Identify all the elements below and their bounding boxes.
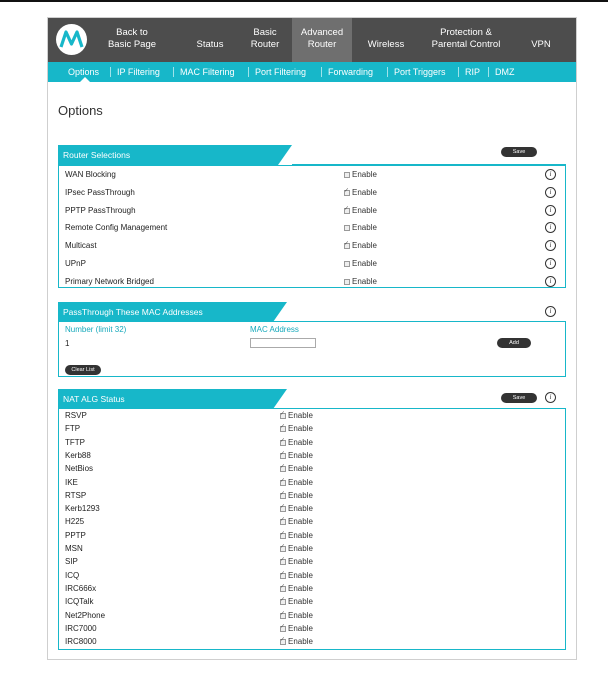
nat-alg-row-label: ICQTalk: [65, 597, 94, 607]
enable-label: Enable: [288, 477, 313, 487]
section-title: PassThrough These MAC Addresses: [58, 302, 273, 322]
nav-label-line1: [186, 27, 234, 39]
row-label: UPnP: [65, 259, 86, 268]
info-icon[interactable]: i: [545, 240, 556, 251]
nav-label-line2: Basic Page: [107, 39, 157, 50]
nat-alg-enable-checkbox[interactable]: [280, 440, 286, 446]
tab-divider: [488, 67, 489, 77]
enable-label: Enable: [288, 450, 313, 460]
tab-divider: [321, 67, 322, 77]
info-icon[interactable]: i: [545, 222, 556, 233]
tab-divider: [458, 67, 459, 77]
nat-alg-enable-checkbox[interactable]: [280, 426, 286, 432]
nat-alg-enable-checkbox[interactable]: [280, 573, 286, 579]
tab-divider: [110, 67, 111, 77]
nat-alg-row-label: Kerb88: [65, 450, 91, 460]
router-selections-save-button[interactable]: Save: [501, 147, 537, 157]
nav-label-line2: VPN: [531, 39, 551, 50]
nav-label-line2: Wireless: [367, 39, 405, 50]
nat-alg-row-label: PPTP: [65, 530, 86, 540]
section-title: NAT ALG Status: [58, 389, 273, 409]
enable-label: Enable: [288, 544, 313, 553]
enable-label: Enable: [288, 490, 313, 500]
nat-alg-row-label: H225: [65, 517, 85, 527]
enable-label: Enable: [352, 206, 377, 215]
nat-alg-row-label: RSVP: [65, 411, 87, 420]
nat-alg-enable-checkbox[interactable]: [280, 480, 286, 486]
nav-wireless[interactable]: [360, 18, 412, 62]
nat-alg-enable-checkbox[interactable]: [280, 559, 286, 565]
info-icon[interactable]: i: [545, 205, 556, 216]
mac-column-header: MAC Address: [250, 325, 299, 334]
page-title: Options: [58, 103, 103, 118]
enable-label: Enable: [288, 437, 313, 447]
tab-mac-filtering[interactable]: MAC Filtering: [180, 67, 235, 77]
nav-status[interactable]: [186, 18, 234, 62]
nat-alg-row-label: ICQ: [65, 570, 80, 580]
info-icon[interactable]: i: [545, 258, 556, 269]
info-icon[interactable]: i: [545, 187, 556, 198]
router-selections-section: [58, 165, 566, 288]
nat-alg-save-button[interactable]: Save: [501, 393, 537, 403]
main-navigation: [48, 18, 576, 62]
nat-alg-enable-checkbox[interactable]: [280, 626, 286, 632]
clear-list-button[interactable]: Clear List: [65, 365, 101, 375]
nat-alg-enable-checkbox[interactable]: [280, 546, 286, 552]
nat-alg-row-label: IRC666x: [65, 583, 97, 593]
enable-label: Enable: [352, 277, 377, 286]
nat-alg-enable-checkbox[interactable]: [280, 639, 286, 645]
remote-config-checkbox[interactable]: [344, 225, 350, 231]
tab-ip-filtering[interactable]: IP Filtering: [117, 67, 160, 77]
tab-rip[interactable]: RIP: [465, 67, 481, 77]
nat-alg-enable-checkbox[interactable]: [280, 599, 286, 605]
nat-alg-enable-checkbox[interactable]: [280, 519, 286, 525]
nat-alg-enable-checkbox[interactable]: [280, 533, 286, 539]
info-icon[interactable]: i: [545, 276, 556, 287]
enable-label: Enable: [352, 170, 377, 179]
nat-alg-enable-checkbox[interactable]: [280, 493, 286, 499]
nav-label-line2: Router: [307, 39, 337, 50]
primary-network-bridged-checkbox[interactable]: [344, 279, 350, 285]
add-mac-button[interactable]: Add: [497, 338, 531, 348]
mac-row-number: 1: [65, 339, 70, 348]
nat-alg-row-label: IKE: [65, 477, 78, 487]
row-label: Primary Network Bridged: [65, 277, 154, 286]
tab-forwarding[interactable]: Forwarding: [328, 67, 374, 77]
nav-label-line1: Advanced: [300, 27, 344, 38]
nav-back-to-basic-page[interactable]: [106, 18, 158, 62]
upnp-checkbox[interactable]: [344, 261, 350, 267]
nat-alg-row-label: IRC8000: [65, 637, 97, 647]
motorola-logo-icon[interactable]: [56, 24, 87, 55]
info-icon[interactable]: i: [545, 169, 556, 180]
nav-label-line1: [518, 27, 564, 39]
enable-label: Enable: [288, 464, 313, 474]
nav-label-line1: [360, 27, 412, 39]
ipsec-passthrough-checkbox[interactable]: [344, 190, 350, 196]
enable-label: Enable: [288, 504, 313, 514]
row-label: WAN Blocking: [65, 170, 116, 179]
mac-address-input[interactable]: [250, 338, 316, 348]
active-tab-indicator: [80, 77, 90, 82]
enable-label: Enable: [288, 610, 313, 620]
wan-blocking-checkbox[interactable]: [344, 172, 350, 178]
enable-label: Enable: [288, 623, 313, 633]
nav-protection-parental-control[interactable]: [426, 18, 506, 62]
top-rule: [0, 0, 608, 2]
sub-navigation: [48, 62, 576, 82]
multicast-checkbox[interactable]: [344, 243, 350, 249]
number-column-header: Number (limit 32): [65, 325, 127, 334]
enable-label: Enable: [288, 557, 313, 567]
nav-advanced-router[interactable]: [292, 18, 352, 62]
row-label: IPsec PassThrough: [65, 188, 135, 197]
row-label: Multicast: [65, 241, 97, 250]
enable-label: Enable: [288, 424, 313, 434]
nat-alg-row-label: TFTP: [65, 437, 85, 447]
nat-alg-enable-checkbox[interactable]: [280, 506, 286, 512]
enable-label: Enable: [352, 259, 377, 268]
pptp-passthrough-checkbox[interactable]: [344, 208, 350, 214]
enable-label: Enable: [352, 188, 377, 197]
enable-label: Enable: [288, 597, 313, 607]
nat-alg-row-label: NetBios: [65, 464, 94, 474]
nav-label-line1: Protection &: [440, 27, 492, 38]
nat-alg-enable-checkbox[interactable]: [280, 413, 286, 419]
nat-alg-section: [58, 408, 566, 650]
nav-label-line1: Basic: [253, 27, 277, 38]
enable-label: Enable: [288, 583, 313, 593]
nat-alg-info-icon[interactable]: i: [545, 392, 556, 403]
nat-alg-row-label: SIP: [65, 557, 78, 567]
nat-alg-row-label: RTSP: [65, 490, 87, 500]
router-page: [47, 17, 577, 660]
tab-divider: [248, 67, 249, 77]
tab-port-triggers[interactable]: Port Triggers: [394, 67, 446, 77]
nat-alg-row-label: IRC7000: [65, 623, 97, 633]
enable-label: Enable: [352, 241, 377, 250]
nav-vpn[interactable]: [518, 18, 564, 62]
tab-divider: [387, 67, 388, 77]
section-title: Router Selections: [58, 145, 278, 165]
nat-alg-enable-checkbox[interactable]: [280, 586, 286, 592]
nav-label-line2: Router: [250, 39, 280, 50]
nav-basic-router[interactable]: [242, 18, 288, 62]
nat-alg-enable-checkbox[interactable]: [280, 466, 286, 472]
row-label: PPTP PassThrough: [65, 206, 136, 215]
enable-label: Enable: [288, 637, 313, 647]
row-label: Remote Config Management: [65, 223, 168, 232]
nav-label-line2: Parental Control: [431, 39, 501, 50]
tab-options[interactable]: Options: [68, 67, 100, 77]
nat-alg-enable-checkbox[interactable]: [280, 613, 286, 619]
nat-alg-row-label: Kerb1293: [65, 504, 100, 514]
enable-label: Enable: [288, 530, 313, 540]
tab-divider: [173, 67, 174, 77]
passthrough-section: [58, 321, 566, 377]
passthrough-info-icon[interactable]: i: [545, 306, 556, 317]
tab-dmz[interactable]: DMZ: [495, 67, 515, 77]
nav-label-line2: Status: [196, 39, 224, 50]
nav-label-line1: Back to: [116, 27, 148, 38]
nat-alg-enable-checkbox[interactable]: [280, 453, 286, 459]
tab-port-filtering[interactable]: Port Filtering: [255, 67, 307, 77]
enable-label: Enable: [288, 517, 313, 527]
enable-label: Enable: [288, 570, 313, 580]
enable-label: Enable: [288, 411, 313, 420]
nat-alg-row-label: Net2Phone: [65, 610, 106, 620]
nat-alg-row-label: MSN: [65, 544, 83, 553]
enable-label: Enable: [352, 223, 377, 232]
nat-alg-row-label: FTP: [65, 424, 81, 434]
